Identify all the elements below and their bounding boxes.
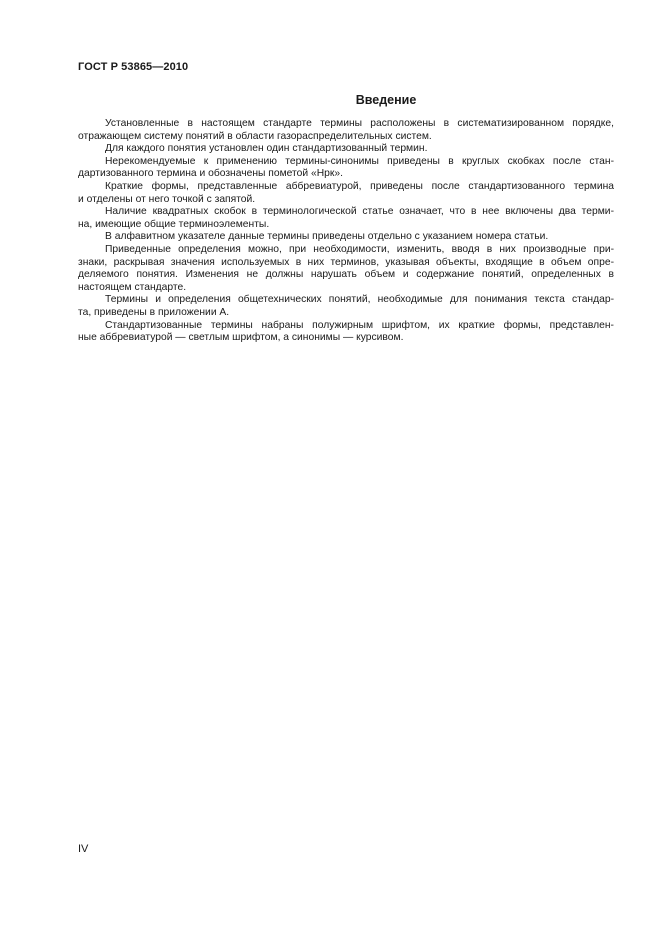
paragraph-line: та, приведены в приложении А. xyxy=(78,306,230,318)
paragraph-line: Наличие квадратных скобок в терминологической статье означает, что в нее включены два терми- xyxy=(105,206,614,218)
paragraph-line: Приведенные определения можно, при необходимости, изменить, вводя в них производные при- xyxy=(105,243,614,255)
document-header: ГОСТ Р 53865—2010 xyxy=(78,61,189,73)
paragraph-line: Для каждого понятия установлен один стандартизованный термин. xyxy=(105,143,428,155)
paragraph-line: настоящем стандарте. xyxy=(78,281,187,293)
paragraph-line: деляемого понятия. Изменения не должны нарушать объем и содержание понятий, определенных в xyxy=(78,269,614,281)
paragraph xyxy=(78,294,614,319)
page-number: IV xyxy=(78,843,89,855)
paragraph-line: В алфавитном указателе данные термины приведены отдельно с указанием номера статьи. xyxy=(105,231,549,243)
paragraph xyxy=(78,156,614,181)
section-title: Введение xyxy=(355,93,417,107)
paragraph xyxy=(78,118,614,143)
paragraph xyxy=(78,143,614,156)
paragraph-line: знаки, раскрывая значения используемых в них терминов, указывая объекты, входящие в объем опре- xyxy=(78,256,614,268)
paragraph-line: Термины и определения общетехнических понятий, необходимые для понимания текста стандар- xyxy=(105,294,614,306)
paragraph-line: на, имеющие общие терминоэлементы. xyxy=(78,218,270,230)
paragraph-line: дартизованного термина и обозначены пометой «Нрк». xyxy=(78,168,343,180)
paragraph xyxy=(78,244,614,294)
paragraph xyxy=(78,320,614,345)
paragraph-line: Нерекомендуемые к применению термины-синонимы приведены в круглых скобках после стан- xyxy=(105,155,614,167)
introduction-body xyxy=(78,118,614,345)
paragraph-line: Установленные в настоящем стандарте термины расположены в систематизированном порядке, xyxy=(105,118,614,129)
paragraph-line: отражающем систему понятий в области газораспределительных систем. xyxy=(78,130,432,142)
paragraph-line: и отделены от него точкой с запятой. xyxy=(78,193,256,205)
paragraph xyxy=(78,206,614,231)
paragraph-line: Стандартизованные термины набраны полужирным шрифтом, их краткие формы, представлен- xyxy=(105,319,614,331)
paragraph-line: ные аббревиатурой — светлым шрифтом, а синонимы — курсивом. xyxy=(78,332,404,344)
paragraph xyxy=(78,181,614,206)
paragraph-line: Краткие формы, представленные аббревиатурой, приведены после стандартизованного термина xyxy=(105,180,614,192)
paragraph xyxy=(78,231,614,244)
